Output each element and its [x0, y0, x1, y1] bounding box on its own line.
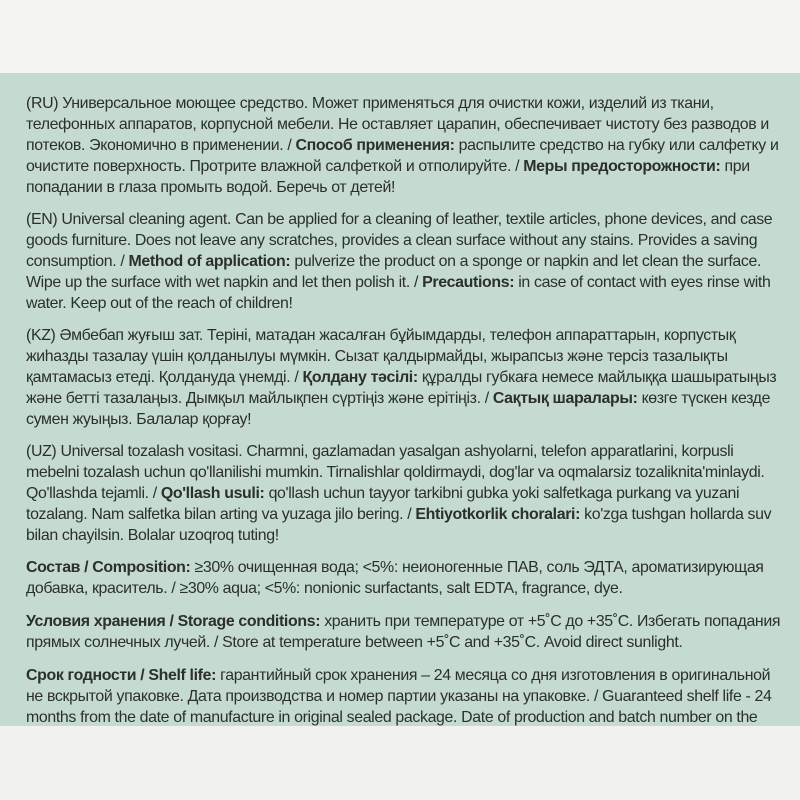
ru-tag: (RU) — [26, 95, 59, 112]
storage-label: Условия хранения / Storage conditions: — [26, 613, 321, 630]
kz-precautions-text: көзге түскен кезде сумен жуыңыз. Балалар қорғау! — [26, 390, 771, 428]
uz-method-text: qo'llash uchun tayyor tarkibni gubka yoki salfetkaga purkang va yuzani tozalang. Nam salfetka bilan arting va yuzaga jilo bering. / — [26, 485, 740, 523]
composition-label: Состав / Composition: — [26, 559, 191, 576]
ru-precautions-text: при попадании в глаза промыть водой. Беречь от детей! — [26, 158, 750, 196]
background-bottom — [0, 726, 800, 800]
kz-precautions-label: Сақтық шаралары: — [492, 390, 638, 407]
uz-method-label: Qo'llash usuli: — [160, 485, 265, 502]
ru-precautions-label: Меры предосторожности: — [523, 158, 721, 175]
uz-tag: (UZ) — [26, 443, 57, 460]
product-label — [0, 73, 800, 726]
en-method-label: Method of application: — [128, 253, 291, 270]
composition-section — [26, 557, 784, 599]
en-tag: (EN) — [26, 211, 58, 228]
en-precautions-text: in case of contact with eyes rinse with water. Keep out of the reach of children! — [26, 274, 771, 312]
kz-method-label: Қолдану тәсiлi: — [302, 369, 418, 386]
ru-method-text: распылите средство на губку или салфетку и очистите поверхность. Протрите влажной салфеткой и отполируйте. / — [26, 137, 779, 175]
uz-precautions-text: ko'zga tushgan hollarda suv bilan chayilsin. Bolalar uzoqroq tuting! — [26, 506, 772, 544]
storage-text: хранить при температуре от +5˚С до +35˚С. Избегать попадания прямых солнечных лучей. / Store at temperature between +5˚С and +35˚С. Avoid direct sunlight. — [26, 613, 781, 651]
kz-intro: Әмбебап жуғыш зат. Терiнi, матадан жасалған бұйымдарды, телефон аппараттарын, корпустық жиһазды тазалау үшiн қолданылуы мүмкiн. Сызат қалдырмайды, жырапсыз және терсiз тазалықты қамтамасыз етедi. Қолдануда үнемдi. / — [26, 327, 736, 386]
en-method-text: pulverize the product on a sponge or napkin and let clean the surface. Wipe up the surface with wet napkin and let then polish it. / — [26, 253, 762, 291]
kz-method-text: құралды губкаға немесе майлыққа шашыратыңыз және беттi тазалаңыз. Дымқыл майлықпен сүртiңiз және ерiтiңiз. / — [26, 369, 777, 407]
en-section — [26, 209, 784, 314]
kz-section — [26, 325, 784, 430]
en-intro: Universal cleaning agent. Can be applied for a cleaning of leather, textile articles, phone devices, and case goods furniture. Does not leave any scratches, provides a clean surface without any stains. Provides a saving consumption. / — [26, 211, 773, 270]
kz-tag: (KZ) — [26, 327, 56, 344]
ru-method-label: Способ применения: — [295, 137, 455, 154]
ru-intro: Универсальное моющее средство. Может применяться для очистки кожи, изделий из ткани, телефонных аппаратов, корпусной мебели. Не оставляет царапин, обеспечивает чистоту без разводов и потеков. Экономично в применении. / — [26, 95, 769, 154]
uz-section — [26, 441, 784, 546]
storage-section — [26, 611, 784, 653]
en-precautions-label: Precautions: — [422, 274, 515, 291]
shelf-life-text: гарантийный срок хранения – 24 месяца со дня изготовления в оригинальной не вскрытой упаковке. Дата производства и номер партии указаны на упаковке. / Guaranteed shelf life - 24 months from the date of manufacture in original sealed package. Date of production and batch number on the — [26, 667, 772, 726]
uz-precautions-label: Ehtiyotkorlik choralari: — [415, 506, 581, 523]
ru-section — [26, 93, 784, 198]
shelf-life-label: Срок годности / Shelf life: — [26, 667, 217, 684]
uz-intro: Universal tozalash vositasi. Charmni, gazlamadan yasalgan ashyolarni, telefon apparatlarini, korpusli mebelni tozalash uchun qo'llanilishi mumkin. Tirnalishlar qoldirmaydi, dog'lar va oqmalarsiz tozaliknita'minlaydi. Qo'llashda tejamli. / — [26, 443, 765, 502]
composition-text: ≥30% очищенная вода; <5%: неионогенные ПАВ, соль ЭДТА, ароматизирующая добавка, краситель. / ≥30% aqua; <5%: nonionic surfactants, salt EDTA, fragrance, dye. — [26, 559, 764, 597]
